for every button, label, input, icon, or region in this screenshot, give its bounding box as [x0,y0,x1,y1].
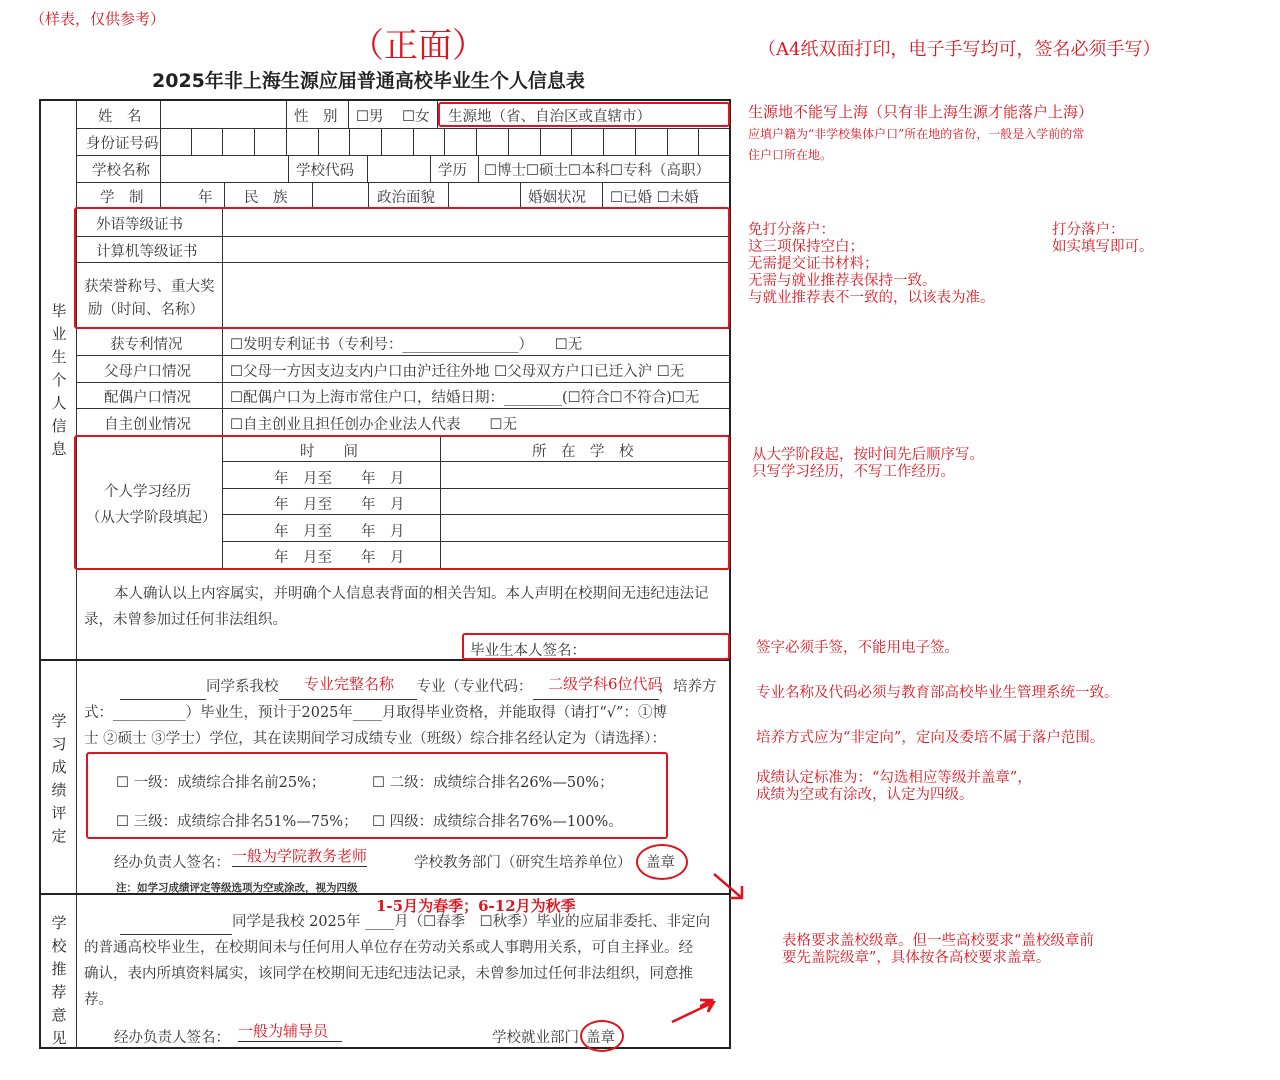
checkbox-female[interactable]: ☐女 [402,109,430,125]
section-label-recommend: 学 校 推 荐 意 见 [51,914,67,1047]
note-grade: 成绩认定标准为：“勾选相应等级并盖章”， 成绩为空或有涂改，认定为四级。 [756,770,1032,803]
edu-col-time: 时 间 [300,444,358,460]
edu-col-school: 所 在 学 校 [532,444,634,460]
label-school-code: 学校代码 [296,163,354,179]
hand-recommend-signer: 一般为辅导员 [238,1020,342,1042]
grade-option-4[interactable]: ☐ 四级：成绩综合排名76%—100%。 [372,814,623,830]
recommend-seal-label: 盖章 [586,1030,615,1046]
grade-option-2[interactable]: ☐ 二级：成绩综合排名26%—50%； [372,775,614,791]
note-signature: 签字必须手签，不能用电子签。 [756,640,959,656]
parents-hukou-options[interactable]: ☐父母一方因支边支内户口由沪迁往外地 ☐父母双方户口已迁入沪 ☐无 [230,364,685,380]
label-spouse-hukou: 配偶户口情况 [104,390,191,406]
note-training-mode: 培养方式应为“非定向”，定向及委培不属于落户范围。 [756,730,1105,746]
label-marital: 婚姻状况 [528,190,586,206]
highlight-origin [438,102,730,127]
label-name: 姓 名 [98,109,142,125]
edu-row-4[interactable]: 年 月至 年 月 [274,550,405,566]
hand-season-note: 1-5月为春季；6-12月为秋季 [376,897,576,915]
seal-circle-academic [636,844,688,880]
recommend-dept-label: 学校就业部门 [492,1030,579,1046]
label-gender: 性 别 [294,109,338,125]
academic-dept-label: 学校教务部门（研究生培养单位） [414,855,632,871]
patent-options[interactable]: ☐发明专利证书（专利号：________________） ☐无 [230,337,583,353]
label-honors-line2: 励（时间、名称） [88,302,204,318]
graduate-signature[interactable]: 毕业生本人签名：________________ [470,643,702,659]
front-side-label: （正面） [350,26,486,66]
label-language-cert: 外语等级证书 [96,217,183,233]
note-major: 专业名称及代码必须与教育部高校毕业生管理系统一致。 [756,685,1119,701]
grade-option-3[interactable]: ☐ 三级：成绩综合排名51%—75%； [116,814,358,830]
highlight-grade-options [86,752,668,839]
hand-academic-signer: 一般为学院教务老师 [232,847,368,865]
note-no-score: 免打分落户： 这三项保持空白； 无需提交证书材料； 无需与就业推荐表保持一致。 与就业推荐表不一致的，以该表为准。 [748,222,995,306]
recommend-line-2: 的普通高校毕业生，在校期间未与任何用人单位存在劳动关系或人事聘用关系，可自主择业。经 [84,940,693,956]
label-computer-cert: 计算机等级证书 [96,244,198,260]
section-label-personal: 毕 业 生 个 人 信 息 [51,302,67,458]
label-edu-history: 个人学习经历 [104,484,191,500]
highlight-certificates [74,207,730,329]
highlight-signature [462,633,730,660]
edu-row-1[interactable]: 年 月至 年 月 [274,471,405,487]
recommend-line-3: 确认，表内所填资料属实，该同学在校期间无违纪违法记录，未曾参加过任何非法组织，同意推 [84,966,693,982]
marital-options[interactable]: ☐已婚 ☐未婚 [610,190,699,206]
declaration-text: 本人确认以上内容属实，并明确个人信息表背面的相关告知。本人声明在校期间无违纪违法记录，未曾参加过任何非法组织。 [84,586,709,628]
recommend-line-1: 同学是我校 2025年 ____月（☐春季 ☐秋季）毕业的应届非委托、非定向 [84,909,726,935]
note-origin-line3: 住户口所在地。 [748,148,833,162]
label-ethnic: 民 族 [244,190,288,206]
seal-circle-recommend [580,1020,624,1052]
label-honors-line1: 获荣誉称号、重大奖 [84,279,215,295]
label-parents-hukou: 父母户口情况 [104,364,191,380]
academic-seal-label: 盖章 [646,855,675,871]
section-label-academic: 学 习 成 绩 评 定 [51,712,67,845]
note-origin-title: 生源地不能写上海（只有非上海生源才能落户上海） [748,103,1094,121]
label-year: 年 [198,190,213,206]
label-id: 身份证号码 [86,136,159,152]
id-number-cells[interactable] [160,129,730,155]
label-patent: 获专利情况 [110,337,183,353]
label-entrepreneur: 自主创业情况 [104,417,191,433]
label-political: 政治面貌 [377,190,435,206]
label-edu-history-note: （从大学阶段填起） [86,510,217,526]
degree-options[interactable]: ☐博士☐硕士☐本科☐专科（高职） [484,163,710,179]
highlight-education [74,435,730,570]
edu-row-2[interactable]: 年 月至 年 月 [274,497,405,513]
academic-line-3: 士 ②硕士 ③学士）学位，其在读期间学习成绩专业（班级）综合排名经认定为（请选择）： [84,731,666,747]
academic-signer-label: 经办负责人签名： [114,855,230,871]
academic-line-2: 式：__________）毕业生，预计于2025年____月取得毕业资格，并能取得（请打“√”：①博 [84,705,667,721]
arrow-up-right-icon [668,996,724,1026]
note-score: 打分落户： 如实填写即可。 [1052,222,1154,255]
note-education: 从大学阶段起，按时间先后顺序写。 只写学习经历，不写工作经历。 [752,447,984,480]
grade-option-1[interactable]: ☐ 一级：成绩综合排名前25%； [116,775,326,791]
recommend-line-4: 荐。 [84,992,113,1008]
label-school: 学校名称 [92,163,150,179]
hand-major-name: 专业完整名称 [304,675,395,693]
entrepreneur-options[interactable]: ☐自主创业且担任创办企业法人代表 ☐无 [230,417,517,433]
note-seal: 表格要求盖校级章。但一些高校要求“盖校级章前 要先盖院级章”，具体按各高校要求盖章。 [782,933,1094,966]
label-degree: 学历 [438,163,467,179]
arrow-icons [700,862,760,1012]
recommend-signer-label: 经办负责人签名： [114,1030,230,1046]
sample-note: （样表，仅供参考） [30,10,166,28]
note-origin-line2: 应填户籍为“非学校集体户口”所在地的省份，一般是入学前的常 [748,127,1085,141]
arrow-down-right-icon [714,874,742,898]
spouse-hukou-options[interactable]: ☐配偶户口为上海市常住户口，结婚日期：________(☐符合☐不符合)☐无 [230,390,700,406]
label-origin: 生源地（省、自治区或直辖市） [448,109,651,125]
edu-row-3[interactable]: 年 月至 年 月 [274,524,405,540]
label-program-length: 学 制 [100,190,144,206]
print-note: （A4纸双面打印，电子手写均可，签名必须手写） [758,39,1161,60]
checkbox-male[interactable]: ☐男 [356,109,384,125]
academic-footnote: 注：如学习成绩评定等级选项为空或涂改，视为四级 [116,882,358,894]
hand-major-code: 二级学科6位代码 [548,675,663,693]
form-title: 2025年非上海生源应届普通高校毕业生个人信息表 [152,70,585,92]
academic-line-1: 同学系我校 专业（专业代码： ，培养方 [84,674,726,700]
